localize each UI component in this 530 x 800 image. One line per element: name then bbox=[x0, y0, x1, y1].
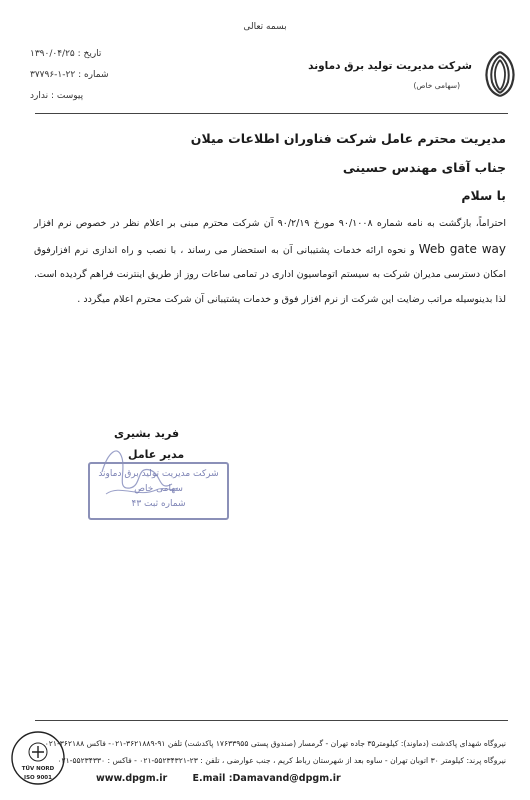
company-name: شرکت مدیریت تولید برق دماوند bbox=[308, 60, 472, 72]
body-text-part2: و نحوه ارائه خدمات پشتیبانی آن به استحضار می رساند ، با نصب و راه اندازی نرم افزارفوق امکان دسترسی مدیران شرکت به سیستم اتوماسیون اداری در تمامی ساعات روز از طریق اینترنت فراهم گردیده است. لذا بدینوسیله مراتب رضایت این شرکت از نرم افزار فوق و خدمات پشتیبانی آن شرکت محترم اعلام میگردد . bbox=[34, 244, 506, 305]
bismillah-heading: بسمه تعالی bbox=[243, 22, 287, 32]
header-divider bbox=[35, 113, 508, 114]
footer-address-parand: نیروگاه پرند: کیلومتر ۳۰ اتوبان تهران - ساوه بعد از شهرستان رباط کریم ، جنب عوارضی ، تلفن : ۲۳-۵۵۲۳۴۳۲۱-۰۲۱ - فاکس : ۵۵۲۳۴۳۳۰-۰۲۱ bbox=[57, 756, 506, 765]
iso-standard-label: ISO 9001 bbox=[24, 775, 52, 781]
footer-email-link[interactable]: E.mail :Damavand@dpgm.ir bbox=[192, 773, 341, 784]
stamp-line-type: سهامی خاص bbox=[134, 484, 183, 494]
stamp-line-registration: شماره ثبت ۴۳ bbox=[131, 499, 186, 509]
company-stamp bbox=[88, 462, 229, 520]
recipient-line: مدیریت محترم عامل شرکت فناوران اطلاعات میلان bbox=[190, 131, 506, 146]
body-text-part1: احتراماً، بازگشت به نامه شماره ۹۰/۱۰۰۸ مورخ ۹۰/۲/۱۹ آن شرکت محترم مبنی بر اعلام نظر در خصوص نرم افزار bbox=[34, 218, 507, 229]
footer-contact bbox=[96, 773, 363, 784]
greeting: با سلام bbox=[461, 188, 506, 203]
attachment-value: ندارد bbox=[30, 91, 49, 101]
footer-divider bbox=[35, 720, 508, 721]
footer-address-damavand: نیروگاه شهدای پاکدشت (دماوند): کیلومتر۳۵ جاده تهران - گرمسار (صندوق پستی ۱۷۶۳۳۹۵۵ پاکدشت) تلفن ۹۱-۳۶۲۱۸۸۹-۰۲۱- فاکس ۳۶۲۱۸۸-۰۲۱ bbox=[44, 739, 506, 748]
software-name: Web gate way bbox=[418, 241, 506, 256]
signer-title: مدیر عامل bbox=[128, 448, 185, 461]
attachment-label: پیوست : bbox=[50, 91, 84, 101]
number-value: ۲۲-۱-۳۷۷۹۶ bbox=[30, 70, 76, 80]
attachment-field bbox=[30, 91, 83, 101]
date-field bbox=[30, 49, 101, 59]
number-label: شماره : bbox=[78, 70, 109, 80]
footer-website-link[interactable]: www.dpgm.ir bbox=[96, 773, 168, 784]
signer-name: فرید بشیری bbox=[114, 427, 180, 440]
company-logo-icon bbox=[478, 48, 522, 100]
salutation-name: جناب آقای مهندس حسینی bbox=[342, 160, 506, 175]
date-label: تاریخ : bbox=[77, 49, 102, 59]
date-value: ۱۳۹۰/۰۴/۲۵ bbox=[30, 49, 75, 59]
number-field bbox=[30, 70, 109, 80]
tuv-brand-label: TÜV NORD bbox=[21, 766, 55, 772]
letter-body bbox=[34, 212, 506, 312]
company-type: (سهامی خاص) bbox=[413, 81, 460, 90]
stamp-line-company: شرکت مدیریت تولید برق دماوند bbox=[98, 469, 219, 479]
